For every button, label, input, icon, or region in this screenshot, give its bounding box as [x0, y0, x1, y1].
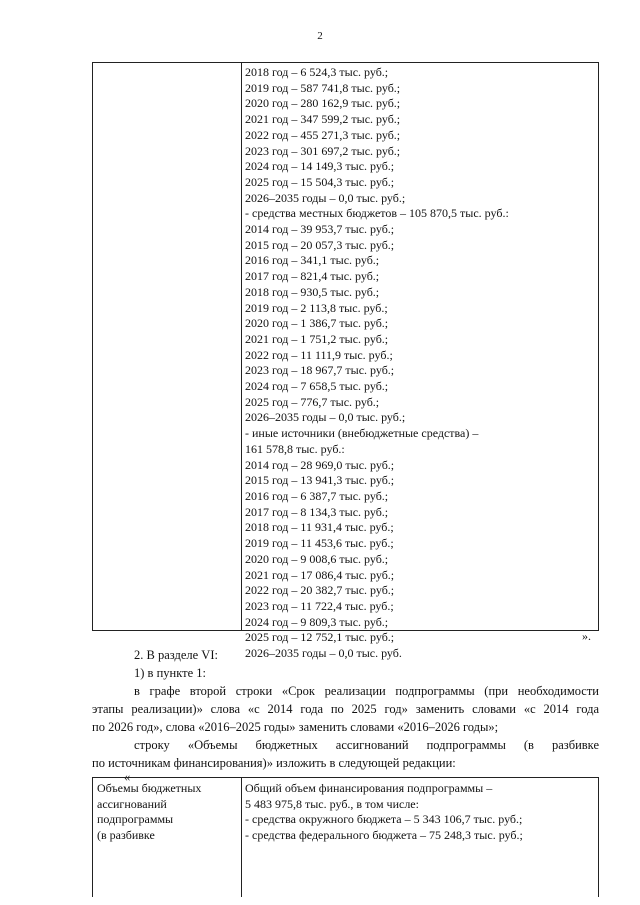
funding-line: 2025 год – 15 504,3 тыс. руб.;: [245, 174, 395, 189]
funding-line: 2014 год – 28 969,0 тыс. руб.;: [245, 457, 395, 472]
funding-line: 2016 год – 6 387,7 тыс. руб.;: [245, 488, 389, 503]
funding-line: 2026–2035 годы – 0,0 тыс. руб.;: [245, 410, 406, 425]
funding-line: 2015 год – 13 941,3 тыс. руб.;: [245, 473, 395, 488]
section-heading: 2. В разделе VI:: [134, 648, 218, 662]
row-value-line: Общий объем финансирования подпрограммы –: [245, 781, 493, 795]
funding-line: 2023 год – 301 697,2 тыс. руб.;: [245, 143, 401, 158]
funding-line: 2026–2035 годы – 0,0 тыс. руб.: [245, 646, 402, 661]
funding-line: 2022 год – 11 111,9 тыс. руб.;: [245, 347, 393, 362]
funding-line: 2017 год – 8 134,3 тыс. руб.;: [245, 504, 389, 519]
funding-line: 161 578,8 тыс. руб.:: [245, 441, 345, 456]
row-value-cell: [245, 781, 594, 844]
funding-line: - иные источники (внебюджетные средства) –: [245, 426, 479, 441]
row-value-line: - средства окружного бюджета – 5 343 106,7 тыс. руб.;: [245, 812, 523, 827]
funding-line: 2018 год – 6 524,3 тыс. руб.;: [245, 65, 389, 79]
row-value-line: 5 483 975,8 тыс. руб., в том числе:: [245, 796, 419, 811]
funding-line: 2014 год – 39 953,7 тыс. руб.;: [245, 222, 395, 237]
funding-line: 2026–2035 годы – 0,0 тыс. руб.;: [245, 190, 406, 205]
paragraph1-line2: этапы реализации)» слова «с 2014 года по 2025 год» заменить словами «с 2014 года: [92, 702, 599, 716]
funding-line: 2021 год – 17 086,4 тыс. руб.;: [245, 567, 395, 582]
funding-line: 2020 год – 9 008,6 тыс. руб.;: [245, 551, 389, 566]
open-quote: «: [124, 770, 131, 784]
funding-line: 2020 год – 1 386,7 тыс. руб.;: [245, 316, 389, 331]
funding-line: 2021 год – 1 751,2 тыс. руб.;: [245, 331, 389, 346]
column-divider: [241, 778, 242, 897]
row-label-line: подпрограммы: [97, 812, 174, 827]
funding-line: 2019 год – 587 741,8 тыс. руб.;: [245, 80, 401, 95]
funding-line: 2019 год – 2 113,8 тыс. руб.;: [245, 300, 388, 315]
paragraph1-line3: по 2026 год», слова «2016–2025 годы» заменить словами «2016–2026 годы»;: [92, 720, 499, 734]
funding-line: 2024 год – 9 809,3 тыс. руб.;: [245, 614, 389, 629]
funding-line: 2025 год – 776,7 тыс. руб.;: [245, 394, 380, 409]
row-value-line: - средства федерального бюджета – 75 248,3 тыс. руб.;: [245, 828, 523, 843]
funding-line: 2021 год – 347 599,2 тыс. руб.;: [245, 112, 401, 127]
funding-line: 2015 год – 20 057,3 тыс. руб.;: [245, 237, 395, 252]
funding-line: 2019 год – 11 453,6 тыс. руб.;: [245, 536, 394, 551]
funding-line: - средства местных бюджетов – 105 870,5 тыс. руб.:: [245, 206, 509, 221]
funding-line: 2024 год – 7 658,5 тыс. руб.;: [245, 379, 389, 394]
row-label-line: Объемы бюджетных: [97, 781, 202, 795]
page-number: 2: [317, 30, 323, 42]
paragraph1-line1: в графе второй строки «Срок реализации подпрограммы (при необходимости: [134, 684, 599, 698]
budget-allocations-table: [92, 777, 599, 897]
paragraph2-line1: строку «Объемы бюджетных ассигнований подпрограммы (в разбивке: [134, 738, 599, 752]
funding-line: 2022 год – 455 271,3 тыс. руб.;: [245, 127, 401, 142]
funding-line: 2024 год – 14 149,3 тыс. руб.;: [245, 159, 395, 174]
funding-line: 2016 год – 341,1 тыс. руб.;: [245, 253, 380, 268]
funding-line: 2025 год – 12 752,1 тыс. руб.;: [245, 630, 395, 645]
row-label-line: (в разбивке: [97, 828, 155, 843]
funding-line: 2023 год – 18 967,7 тыс. руб.;: [245, 363, 395, 378]
funding-line: 2018 год – 930,5 тыс. руб.;: [245, 284, 380, 299]
table-closing-quote: ».: [582, 629, 591, 643]
funding-line: 2023 год – 11 722,4 тыс. руб.;: [245, 598, 394, 613]
row-label-line: ассигнований: [97, 796, 167, 811]
column-divider: [241, 63, 242, 630]
funding-line: 2017 год – 821,4 тыс. руб.;: [245, 269, 380, 284]
funding-lines: [245, 65, 594, 662]
item-heading: 1) в пункте 1:: [134, 666, 206, 680]
funding-line: 2018 год – 11 931,4 тыс. руб.;: [245, 520, 394, 535]
paragraph2-line2: по источникам финансирования)» изложить в следующей редакции:: [92, 756, 456, 770]
row-label-cell: [97, 781, 237, 844]
funding-line: 2022 год – 20 382,7 тыс. руб.;: [245, 583, 395, 598]
funding-line: 2020 год – 280 162,9 тыс. руб.;: [245, 96, 401, 111]
